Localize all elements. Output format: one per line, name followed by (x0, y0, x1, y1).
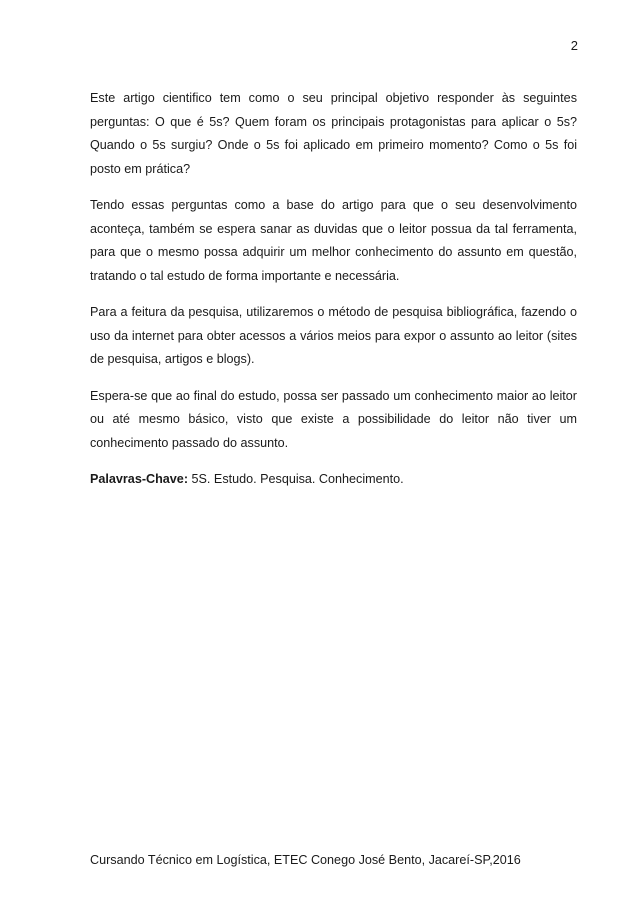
keywords-line (90, 468, 577, 492)
paragraph-expectation: Espera-se que ao final do estudo, possa ser passado um conhecimento maior ao leitor ou até mesmo básico, visto que existe a possibilidade do leitor não tiver um conhecimento passado do assunto. (90, 388, 577, 450)
paragraph-methodology: Para a feitura da pesquisa, utilizaremos o método de pesquisa bibliográfica, fazendo o uso da internet para obter acessos a vários meios para expor o assunto ao leitor (sites de pesquisa, artigos e blogs). (90, 305, 577, 366)
page-number: 2 (570, 38, 578, 53)
keywords-value: 5S. Estudo. Pesquisa. Conhecimento. (188, 472, 404, 486)
keywords-label: Palavras-Chave: (90, 472, 189, 486)
page-footer: Cursando Técnico em Logística, ETEC Conego José Bento, Jacareí-SP,2016 (90, 853, 521, 867)
document-body (90, 87, 577, 505)
paragraph-objective: Este artigo cientifico tem como o seu principal objetivo responder às seguintes perguntas: O que é 5s? Quem foram os principais protagonistas para aplicar o 5s? Quando o 5s surgiu? Onde o 5s foi aplicado em primeiro momento? Como o 5s foi posto em prática? (90, 91, 577, 176)
paragraph-development: Tendo essas perguntas como a base do artigo para que o seu desenvolvimento aconteça, também se espera sanar as duvidas que o leitor possua da tal ferramenta, para que o mesmo possa adquirir um melhor conhecimento do assunto em questão, tratando o tal estudo de forma importante e necessária. (90, 198, 577, 283)
